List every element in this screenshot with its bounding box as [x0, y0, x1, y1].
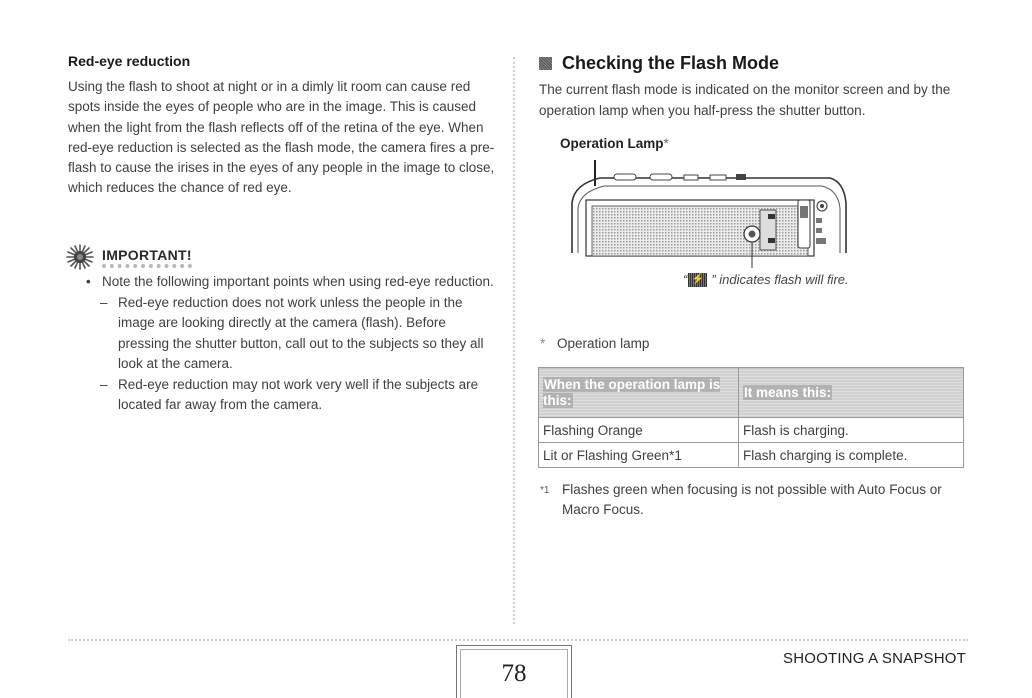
page-number-box — [456, 645, 572, 698]
table-cell: Flash charging is complete. — [739, 443, 964, 468]
starburst-icon — [66, 244, 94, 270]
operation-lamp-footnote — [540, 336, 649, 351]
left-column — [68, 53, 498, 199]
table-cell: Flash is charging. — [739, 418, 964, 443]
flash-mode-intro: The current flash mode is indicated on the monitor screen and by the operation lamp when you half-press the shutter button. — [539, 82, 951, 118]
dash-item-2 — [66, 375, 496, 416]
footer-rule — [68, 639, 968, 641]
bullet-item — [66, 272, 496, 293]
caption-text: ” indicates flash will fire. — [711, 272, 849, 287]
column-divider — [513, 57, 515, 624]
flash-mode-title: Checking the Flash Mode — [562, 53, 780, 73]
table-header-cell — [539, 368, 739, 418]
flash-icon: ⚡ — [688, 273, 707, 287]
table-header-cell — [739, 368, 964, 418]
dash-text-2: Red-eye reduction may not work very well if the subjects are located far away from the camera. — [118, 376, 479, 412]
right-column — [539, 53, 969, 121]
bullet-text: Note the following important points when using red-eye reduction. — [102, 274, 494, 289]
bullet-mark: • — [86, 274, 91, 289]
red-eye-paragraph: Using the flash to shoot at night or in a dimly lit room can cause red spots inside the eyes of people who are in the image. This is caused when the light from the flash reflects off of the retina of the eye. When red-eye reduction is selected as the flash mode, the camera fires a pre-flash to cause the irises in the eyes of any people in the image to close, which reduces the chance of red eye. — [68, 79, 495, 196]
important-body — [66, 272, 496, 416]
table-cell: Flashing Orange — [539, 418, 739, 443]
table-cell: Lit or Flashing Green*1 — [539, 443, 739, 468]
note-text: Flashes green when focusing is not possible with Auto Focus or Macro Focus. — [562, 482, 942, 517]
camera-back-illustration — [560, 148, 850, 268]
header-meaning-text: It means this: — [744, 384, 832, 400]
dash-mark: – — [100, 294, 108, 310]
footnote-mark: * — [540, 336, 546, 351]
important-label: IMPORTANT! — [102, 247, 192, 268]
flash-mode-header — [539, 53, 969, 74]
page-number: 78 — [501, 660, 527, 687]
operation-lamp-asterisk: * — [663, 136, 669, 151]
section-footer: SHOOTING A SNAPSHOT — [782, 650, 966, 667]
flash-caption — [683, 272, 849, 287]
table-row — [539, 418, 964, 443]
table-row — [539, 443, 964, 468]
header-lamp-text: When the operation lamp is this: — [543, 376, 721, 408]
important-box — [66, 244, 496, 416]
note-mark: *1 — [540, 485, 550, 496]
note-1 — [540, 480, 970, 520]
footnote-text: Operation lamp — [557, 336, 650, 351]
table-header-row — [539, 368, 964, 418]
red-eye-heading: Red-eye reduction — [68, 53, 191, 69]
dash-mark: – — [100, 376, 108, 392]
caption-open-quote: “ — [683, 272, 688, 287]
important-header — [66, 244, 496, 270]
dash-item-1 — [66, 293, 496, 375]
section-square-icon — [539, 57, 552, 70]
dash-text-1: Red-eye reduction does not work unless the people in the image are looking directly at the camera (flash). Before pressing the shutter button, call out to the subjects so they all look at the camera. — [118, 294, 484, 371]
operation-lamp-label-text: Operation Lamp — [560, 136, 664, 151]
lamp-status-table — [538, 367, 964, 468]
